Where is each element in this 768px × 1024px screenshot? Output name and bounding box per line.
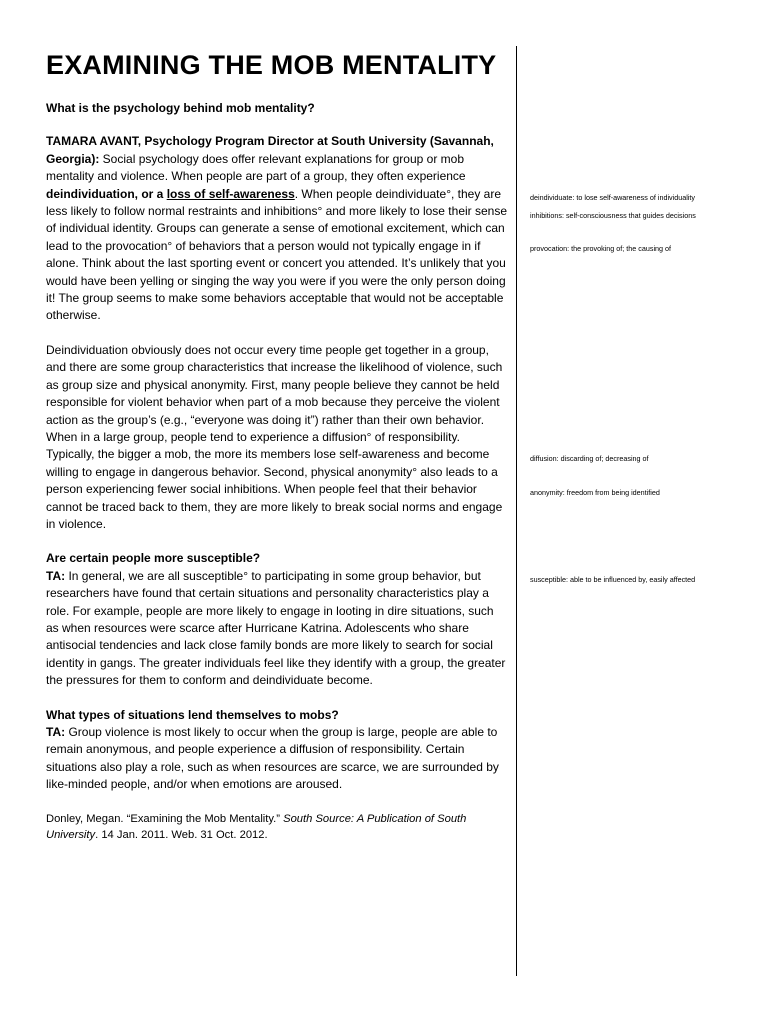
page-title: EXAMINING THE MOB MENTALITY: [46, 50, 497, 80]
answer-text: Group violence is most likely to occur when the group is large, people are able to remain anonymous, and people experience a diffusion of responsibility. Certain situations also play a role, such as when resources are scarce, we are surrounded by like-minded people, and/or when emotions are aroused.: [46, 725, 499, 792]
gloss-inhibitions: inhibitions: self-consciousness that guides decisions: [530, 211, 696, 220]
term-deindividuation: deindividuation, or a: [46, 186, 164, 201]
answer-3: [46, 724, 508, 794]
gloss-provocation: provocation: the provoking of; the causing of: [530, 244, 672, 253]
paragraph-text: Social psychology does offer relevant explanations for group or mob mentality and violence. When people are part of a group, they often experience: [46, 151, 466, 184]
speaker-label: TAMARA AVANT, Psychology Program Director at South University (Savannah, Georgia):: [46, 134, 494, 166]
gloss-susceptible: susceptible: able to be influenced by, easily affected: [530, 575, 696, 584]
gloss-deindividuate: deindividuate: to lose self-awareness of individuality: [530, 193, 696, 202]
paragraph-1: [46, 133, 508, 324]
gloss-anonymity: anonymity: freedom from being identified: [530, 488, 660, 497]
citation: [46, 811, 508, 844]
citation-source: South Source: A Publication of South University: [46, 812, 467, 842]
intro-question: What is the psychology behind mob mentality?: [46, 101, 315, 115]
speaker-label: TA:: [46, 568, 66, 583]
column-divider: [516, 46, 517, 976]
term-loss-of-self-awareness: loss of self-awareness: [166, 186, 295, 201]
question-2: Are certain people more susceptible?: [46, 551, 261, 566]
answer-2: [46, 568, 508, 690]
citation-dates: . 14 Jan. 2011. Web. 31 Oct. 2012.: [95, 829, 268, 842]
citation-author-title: Donley, Megan. “Examining the Mob Mentality.”: [46, 812, 284, 825]
answer-text: In general, we are all susceptible° to participating in some group behavior, but researchers have found that certain situations and personality characteristics play a role. For example, people are more likely to engage in looting in dire situations, such as when resources were scarce after Hurricane Katrina. Adolescents who share antisocial tendencies and lack close family bonds are more likely to search for social identity in gangs. The greater individuals feel like they identify with a group, the greater the pressures for them to conform and deindividuate become.: [46, 568, 506, 688]
speaker-label: TA:: [46, 725, 66, 739]
article-body: [46, 100, 508, 860]
gloss-diffusion: diffusion: discarding of; decreasing of: [530, 454, 649, 463]
question-3: What types of situations lend themselves to mobs?: [46, 707, 339, 722]
paragraph-2: Deindividuation obviously does not occur every time people get together in a group, and there are some group characteristics that increase the likelihood of violence, such as group size and physical anonymity. First, many people believe they cannot be held responsible for violent behavior when part of a mob because they perceive the violent action as the group’s (e.g., “everyone was doing it”) rather than their own behavior. When in a large group, people tend to experience a diffusion° of responsibility. Typically, the bigger a mob, the more its members lose self-awareness and become willing to engage in dangerous behavior. Second, physical anonymity° also leads to a person experiencing fewer social inhibitions. When people feel that their behavior cannot be traced back to them, they are more likely to break social norms and engage in violence.: [46, 342, 503, 531]
paragraph-text: . When people deindividuate°, they are less likely to follow normal restraints and inhibitions° and more likely to lose their sense of individual identity. Groups can generate a sense of emotional excitement, which can lead to the provocation° of behaviors that a person would not typically engage in if alone. Think about the last sporting event or concert you attended. It’s unlikely that you would have been yelling or singing the way you were if you were the only person doing it! The group seems to make some behaviors acceptable that would not be acceptable otherwise.: [46, 186, 508, 323]
